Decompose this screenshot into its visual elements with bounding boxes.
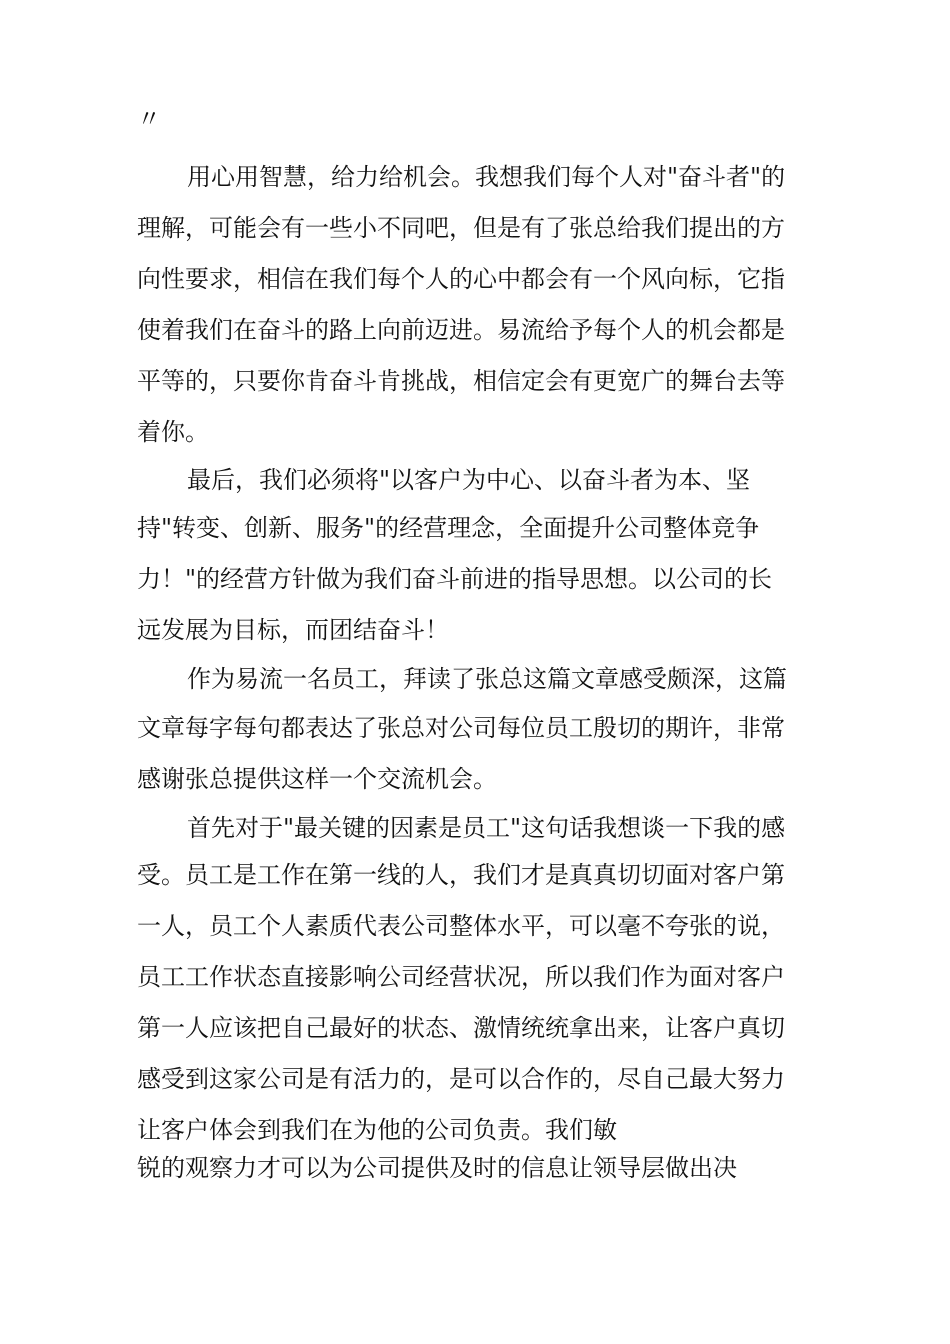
- paragraph-1-line-6: 着你。: [137, 418, 209, 446]
- paragraph-1-line-5: 平等的，只要你肯奋斗肯挑战，相信定会有更宽广的舞台去等: [137, 367, 785, 395]
- paragraph-4-line-7: 让客户体会到我们在为他的公司负责。我们敏: [137, 1116, 617, 1144]
- paragraph-4-line-8: 锐的观察力才可以为公司提供及时的信息让领导层做出决: [137, 1154, 737, 1182]
- paragraph-2-line-2: 持"转变、创新、服务"的经营理念，全面提升公司整体竞争: [137, 514, 760, 542]
- paragraph-4-line-5: 第一人应该把自己最好的状态、激情统统拿出来，让客户真切: [137, 1014, 785, 1042]
- paragraph-2-line-4: 远发展为目标，而团结奋斗！: [137, 616, 449, 644]
- text-line-continuation-mark: 〃: [137, 105, 161, 133]
- paragraph-4-line-2: 受。员工是工作在第一线的人，我们才是真真切切面对客户第: [137, 861, 785, 889]
- paragraph-4-line-6: 感受到这家公司是有活力的，是可以合作的，尽自己最大努力: [137, 1065, 785, 1093]
- paragraph-3-line-2: 文章每字每句都表达了张总对公司每位员工殷切的期许，非常: [137, 714, 785, 742]
- paragraph-3-line-1: 作为易流一名员工，拜读了张总这篇文章感受颇深，这篇: [187, 665, 787, 693]
- paragraph-4-line-3: 一人，员工个人素质代表公司整体水平，可以毫不夸张的说，: [137, 912, 785, 940]
- paragraph-1-line-3: 向性要求，相信在我们每个人的心中都会有一个风向标，它指: [137, 265, 785, 293]
- paragraph-1-line-2: 理解，可能会有一些小不同吧，但是有了张总给我们提出的方: [137, 214, 785, 242]
- paragraph-2-line-3: 力！"的经营方针做为我们奋斗前进的指导思想。以公司的长: [137, 565, 773, 593]
- paragraph-3-line-3: 感谢张总提供这样一个交流机会。: [137, 765, 497, 793]
- paragraph-2-line-1: 最后，我们必须将"以客户为中心、以奋斗者为本、坚: [187, 466, 751, 494]
- paragraph-4-line-1: 首先对于"最关键的因素是员工"这句话我想谈一下我的感: [187, 814, 786, 842]
- paragraph-1-line-1: 用心用智慧，给力给机会。我想我们每个人对"奋斗者"的: [187, 163, 786, 191]
- paragraph-4-line-4: 员工工作状态直接影响公司经营状况，所以我们作为面对客户: [137, 963, 785, 991]
- paragraph-1-line-4: 使着我们在奋斗的路上向前迈进。易流给予每个人的机会都是: [137, 316, 785, 344]
